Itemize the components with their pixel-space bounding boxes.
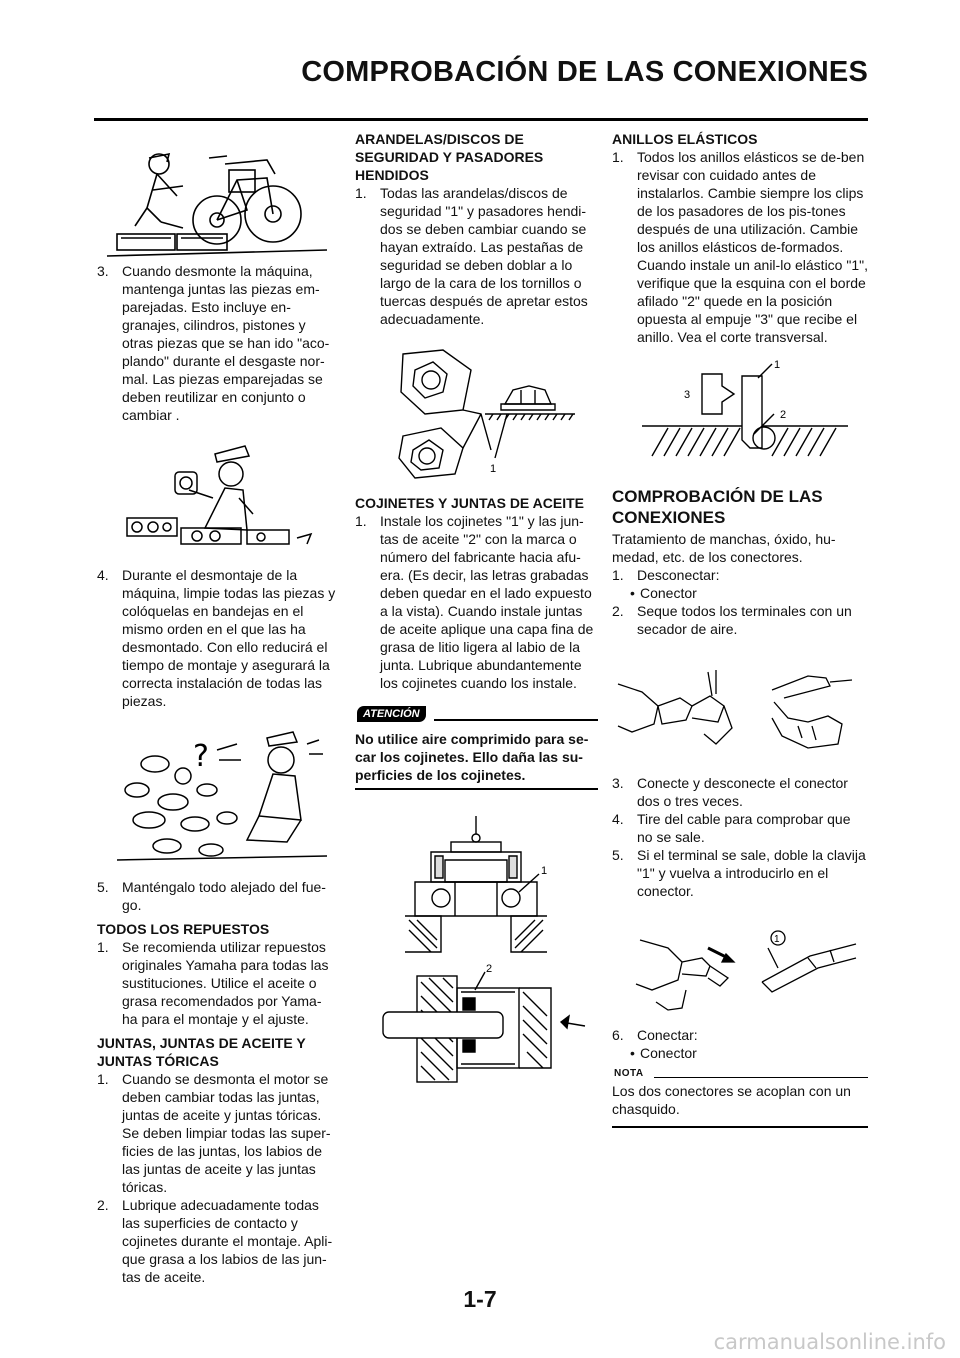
- list-item: 4. Durante el desmontaje de la máquina, limpie todas las piezas y colóquelas en bandejas en el mismo orden en el que las ha desmontado. Con ello reducirá el tiempo de montaje y asegurará la correcta instalación de todas las piezas.: [97, 567, 336, 709]
- column-2: [355, 130, 598, 1102]
- page-number: 1-7: [463, 1286, 497, 1312]
- bullet-item: • Conector: [630, 585, 697, 601]
- list-item: 1. Desconectar:: [612, 567, 720, 583]
- column-1: [97, 130, 337, 1286]
- list-item: 1. Todos los anillos elásticos se de-ben revisar con cuidado antes de instalarlos. Cambie siempre los clips de los pasadores de los pis-tones después de una utilización. Cambie los anillos elásticos de-formados. Cuando instale un anil-lo elástico "1", verifique que la esquina con el borde afilado "2" quede en la posición opuesta al empuje "3" que recibe el anillo. Vea el corte transversal.: [612, 149, 868, 345]
- lock-washer-diagram: [355, 340, 598, 482]
- section-heading-cojinetes: COJINETES Y JUNTAS DE ACEITE: [355, 495, 584, 511]
- list-item: 2. Seque todos los terminales con un secador de aire.: [612, 603, 852, 637]
- figure-label: 1: [490, 463, 497, 475]
- figure-label: 2: [780, 409, 787, 421]
- section-heading-repuestos: TODOS LOS REPUESTOS: [97, 921, 270, 937]
- figure-label: 2: [486, 963, 493, 975]
- figure-label: 1: [774, 359, 781, 371]
- list-item: 5. Si el terminal se sale, doble la clavija "1" y vuelva a introducirlo en el conector.: [612, 847, 866, 899]
- mechanic-parts-trays-illustration: [97, 432, 337, 562]
- nota-header: [612, 1068, 868, 1080]
- circlip-cross-section-diagram: [612, 356, 868, 464]
- watermark: carmanualsonline.info: [713, 1330, 946, 1354]
- column-3: [612, 130, 868, 1128]
- list-item: 6. Conectar:: [612, 1027, 698, 1043]
- list-item: 1. Cuando se desmonta el motor se deben cambiar todas las juntas, juntas de aceite y juntas tóricas. Se deben limpiar todas las super-ficies de las juntas, los labios de las juntas de aceite y las juntas tóricas.: [97, 1071, 331, 1195]
- atencion-rule: [434, 719, 598, 721]
- figure-label: 1: [774, 934, 780, 945]
- list-item: 1. Instale los cojinetes "1" y las jun-tas de aceite "2" con la marca o número del fabricante hacia afu-era. (Es decir, las letras grabadas deben quedar en el lado expuesto a la vista). Cuando instale juntas de aceite aplique una capa fina de grasa de litio ligera al labio de la junta. Lubrique abundantemente los cojinetes cuando los instale.: [355, 513, 594, 691]
- section-heading-anillos: ANILLOS ELÁSTICOS: [612, 131, 758, 147]
- list-item: 3. Conecte y desconecte el conector dos o tres veces.: [612, 775, 848, 809]
- mechanic-motorcycle-illustration: [97, 130, 337, 262]
- section-heading-juntas: JUNTAS, JUNTAS DE ACEITE Y JUNTAS TÓRICAS: [97, 1035, 306, 1069]
- confused-mechanic-parts-illustration: [97, 720, 337, 872]
- list-item: 5. Manténgalo todo alejado del fue-go.: [97, 879, 326, 913]
- nota-rule: [654, 1077, 868, 1079]
- atencion-text: No utilice aire comprimido para se-car los cojinetes. Ello daña las su-perficies de los cojinetes.: [355, 731, 589, 783]
- atencion-bottom-rule: [355, 788, 598, 790]
- figure-label: 3: [684, 389, 691, 401]
- connector-pin-illustration: [612, 918, 868, 1014]
- bearing-installation-diagram: [355, 812, 598, 1102]
- list-item: 1. Se recomienda utilizar repuestos originales Yamaha para todas las sustituciones. Utilice el aceite o grasa recomendados por Yama-ha para el montaje y el ajuste.: [97, 939, 329, 1027]
- figure-label: 1: [541, 865, 548, 877]
- nota-text: Los dos conectores se acoplan con un chasquido.: [612, 1083, 851, 1117]
- connector-drying-illustration: [612, 662, 868, 758]
- atencion-badge: ATENCIÓN: [357, 706, 426, 722]
- list-item: 3. Cuando desmonte la máquina, mantenga juntas las piezas em-parejadas. Esto incluye en-granajes, cilindros, pistones y otras piezas que se han ido "aco-plando" durante el desgaste nor-mal. Las piezas emparejadas se deben reutilizar en conjunto o cambiar .: [97, 263, 330, 423]
- atencion-header: [355, 706, 598, 722]
- page-title: COMPROBACIÓN DE LAS CONEXIONES: [301, 56, 868, 88]
- list-item: 1. Todas las arandelas/discos de seguridad "1" y pasadores hendi-dos se deben cambiar cuando se hayan extraído. Las pestañas de seguridad se deben doblar a lo largo de la cara de los tornillos o tuercas después de apretar estos adecuadamente.: [355, 185, 588, 327]
- list-item: 2. Lubrique adecuadamente todas las superficies de contacto y cojinetes durante el montaje. Apli-que grasa a los labios de las jun-tas de aceite.: [97, 1197, 333, 1285]
- nota-bottom-rule: [612, 1126, 868, 1128]
- section-heading-conexiones: COMPROBACIÓN DE LAS CONEXIONES: [612, 487, 823, 527]
- nota-label: NOTA: [614, 1068, 644, 1079]
- bullet-item: • Conector: [630, 1045, 697, 1061]
- intro-text: Tratamiento de manchas, óxido, hu-medad, etc. de los conectores.: [612, 531, 836, 565]
- list-item: 4. Tire del cable para comprobar que no se sale.: [612, 811, 851, 845]
- title-rule: [94, 118, 868, 121]
- svg-text:?: ?: [193, 739, 209, 774]
- section-heading-arandelas: ARANDELAS/DISCOS DE SEGURIDAD Y PASADORES HENDIDOS: [355, 131, 544, 183]
